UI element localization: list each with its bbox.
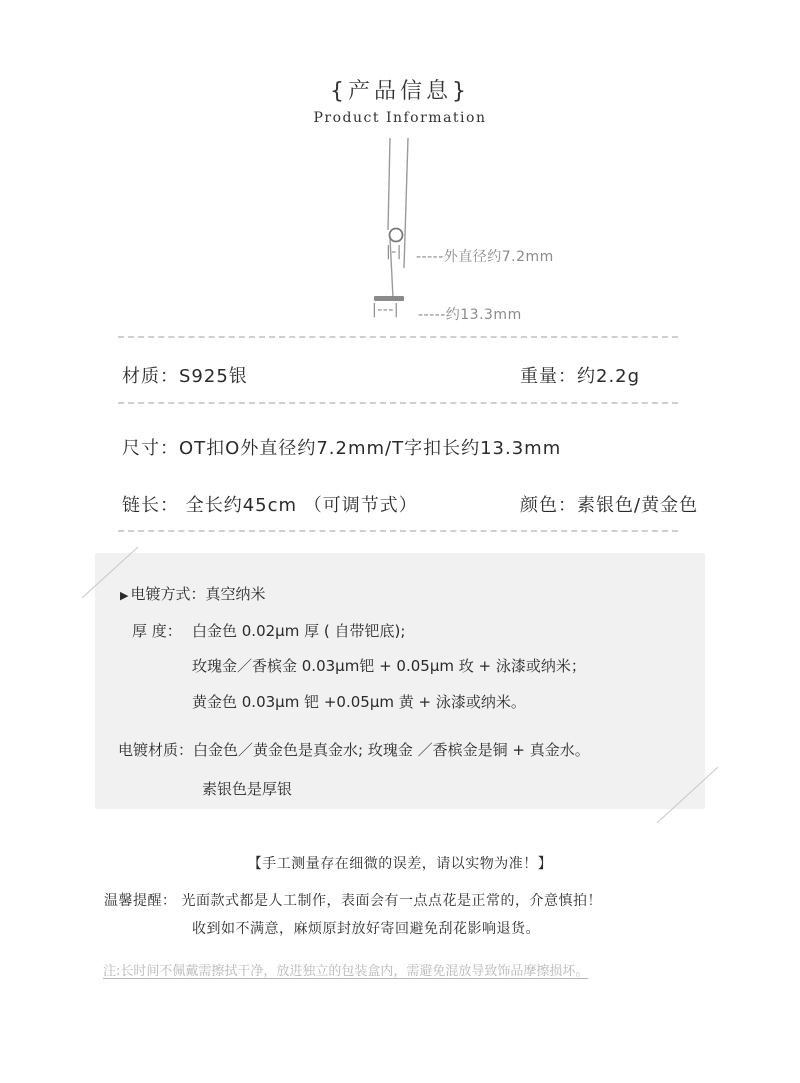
thickness-line-3: 黄金色 0.03μm 钯 +0.05μm 黄 + 泳漆或纳米。: [192, 693, 526, 711]
plating-material-line-2: 素银色是厚银: [202, 780, 293, 798]
plating-method: ▶ 电镀方式：真空纳米: [120, 585, 266, 603]
plating-material-line-1: 电镀材质：白金色／黄金色是真金水; 玫瑰金 ／香槟金是铜 + 真金水。: [118, 741, 590, 759]
thickness-label: 厚 度：: [132, 622, 182, 640]
measurement-notice: 【手工测量存在细微的误差，请以实物为准！】: [247, 856, 553, 872]
weight-spec: 重量：约2.2g: [520, 366, 641, 387]
bar-length-annotation: -----约13.3mm: [418, 307, 522, 323]
divider: [118, 530, 678, 532]
thickness-line-1: 白金色 0.02μm 厚 ( 自带钯底);: [192, 622, 406, 640]
bar-bracket: |---|: [372, 302, 400, 318]
size-spec: 尺寸：OT扣O外直径约7.2mm/T字扣长约13.3mm: [122, 438, 562, 459]
divider: [118, 336, 678, 338]
reminder-line-2: 收到如不满意，麻烦原封放好寄回避免刮花影响退货。: [192, 921, 540, 937]
chain-length-spec: 链长： 全长约45cm （可调节式）: [122, 495, 418, 516]
page-subtitle: Product Information: [313, 110, 487, 126]
color-spec: 颜色：素银色/黄金色: [520, 495, 699, 516]
reminder-line-1: 温馨提醒： 光面款式都是人工制作，表面会有一点点花是正常的，介意慎拍！: [104, 893, 602, 909]
ring-diameter-annotation: -----外直径约7.2mm: [416, 249, 554, 265]
material-spec: 材质：S925银: [122, 366, 248, 387]
divider: [118, 402, 678, 404]
necklace-illustration: [360, 138, 430, 328]
page-title: {产品信息}: [330, 79, 470, 104]
play-arrow-icon: ▶: [120, 589, 129, 602]
care-footnote: 注:长时间不佩戴需擦拭干净，放进独立的包装盒内，需避免混放导致饰品摩擦损坏。: [103, 964, 589, 979]
ring-bracket: |-|: [386, 244, 402, 260]
card-corner-line-bottom: [655, 765, 720, 825]
thickness-line-2: 玫瑰金／香槟金 0.03μm钯 + 0.05μm 玫 + 泳漆或纳米；: [192, 657, 586, 675]
